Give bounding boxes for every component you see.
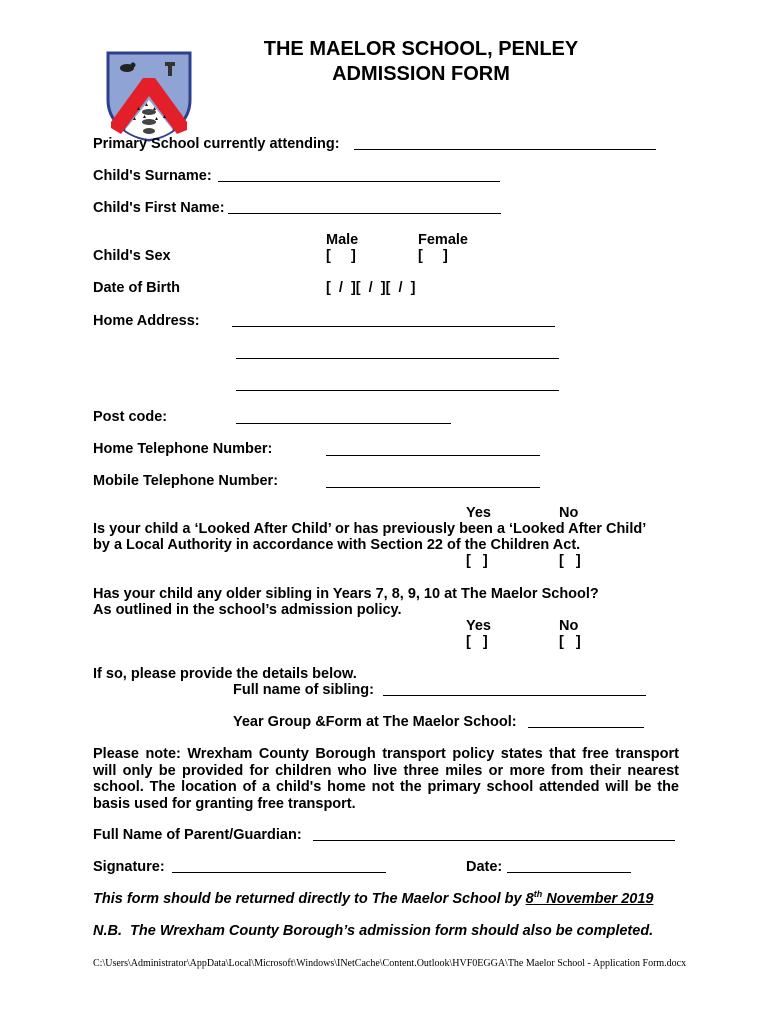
sibling-name-label: Full name of sibling: xyxy=(233,682,374,698)
sibling-year-group-label: Year Group &Form at The Maelor School: xyxy=(233,714,517,730)
mobile-phone-field[interactable] xyxy=(326,487,540,488)
page-title-line2: ADMISSION FORM xyxy=(332,63,510,85)
male-label: Male xyxy=(326,232,359,248)
sibling-details-intro: If so, please provide the details below. xyxy=(93,666,357,682)
address-line-3[interactable] xyxy=(236,390,559,391)
first-name-label: Child's First Name: xyxy=(93,200,225,216)
sex-label: Child's Sex xyxy=(93,248,171,264)
address-line-1[interactable] xyxy=(232,326,555,327)
crest-shield-icon xyxy=(105,50,193,142)
postcode-label: Post code: xyxy=(93,409,168,425)
return-day-suffix: th xyxy=(533,889,543,899)
sibling-no-checkbox[interactable]: [ ] xyxy=(559,634,581,650)
sibling-yes-label: Yes xyxy=(466,618,491,634)
file-path-footer: C:\Users\Administrator\AppData\Local\Microsoft\Windows\INetCache\Content.Outlook\HVF0EGGA\The Maelor School - Application Form.docx xyxy=(93,958,687,969)
mobile-phone-label: Mobile Telephone Number: xyxy=(93,473,279,489)
signature-field[interactable] xyxy=(172,872,386,873)
primary-school-label: Primary School currently attending: xyxy=(93,136,340,152)
looked-after-yes-label: Yes xyxy=(466,505,491,521)
nb-note: N.B. The Wrexham County Borough’s admission form should also be completed. xyxy=(93,923,654,939)
male-checkbox[interactable]: [ ] xyxy=(326,248,356,264)
return-instruction-prefix: This form should be returned directly to The Maelor School by xyxy=(93,891,526,907)
primary-school-field[interactable] xyxy=(354,149,656,150)
return-month: November 2019 xyxy=(542,891,654,907)
first-name-field[interactable] xyxy=(228,213,501,214)
female-label: Female xyxy=(418,232,468,248)
looked-after-question-line1: Is your child a ‘Looked After Child’ or has previously been a ‘Looked After Child’ xyxy=(93,521,647,537)
parent-name-field[interactable] xyxy=(313,840,675,841)
surname-field[interactable] xyxy=(218,181,500,182)
sibling-name-field[interactable] xyxy=(383,695,646,696)
postcode-field[interactable] xyxy=(236,423,451,424)
transport-policy-note: Please note: Wrexham County Borough transport policy states that free transport will only be provided for children who live three miles or more from their nearest school. The location of a child's home not the primary school attended will be the basis used for granting free transport. xyxy=(93,746,679,812)
female-checkbox[interactable]: [ ] xyxy=(418,248,448,264)
sibling-question-line1: Has your child any older sibling in Years 7, 8, 9, 10 at The Maelor School? xyxy=(93,586,599,602)
return-instruction xyxy=(93,891,653,908)
looked-after-no-checkbox[interactable]: [ ] xyxy=(559,553,581,569)
sibling-year-group-field[interactable] xyxy=(528,727,644,728)
home-phone-field[interactable] xyxy=(326,455,540,456)
school-crest-logo xyxy=(96,32,184,124)
date-field[interactable] xyxy=(507,872,631,873)
home-phone-label: Home Telephone Number: xyxy=(93,441,273,457)
looked-after-no-label: No xyxy=(559,505,579,521)
dob-field[interactable]: [ / ][ / ][ / ] xyxy=(326,280,416,296)
dob-label: Date of Birth xyxy=(93,280,180,296)
sibling-yes-checkbox[interactable]: [ ] xyxy=(466,634,488,650)
address-line-2[interactable] xyxy=(236,358,559,359)
address-label: Home Address: xyxy=(93,313,200,329)
sibling-no-label: No xyxy=(559,618,579,634)
return-date xyxy=(526,891,654,907)
surname-label: Child's Surname: xyxy=(93,168,212,184)
signature-label: Signature: xyxy=(93,859,165,875)
parent-name-label: Full Name of Parent/Guardian: xyxy=(93,827,302,843)
date-label: Date: xyxy=(466,859,503,875)
looked-after-yes-checkbox[interactable]: [ ] xyxy=(466,553,488,569)
return-day: 8 xyxy=(525,891,534,907)
sibling-question-line2: As outlined in the school’s admission policy. xyxy=(93,602,402,618)
looked-after-question-line2: by a Local Authority in accordance with Section 22 of the Children Act. xyxy=(93,537,581,553)
page-title-line1: THE MAELOR SCHOOL, PENLEY xyxy=(263,38,579,60)
